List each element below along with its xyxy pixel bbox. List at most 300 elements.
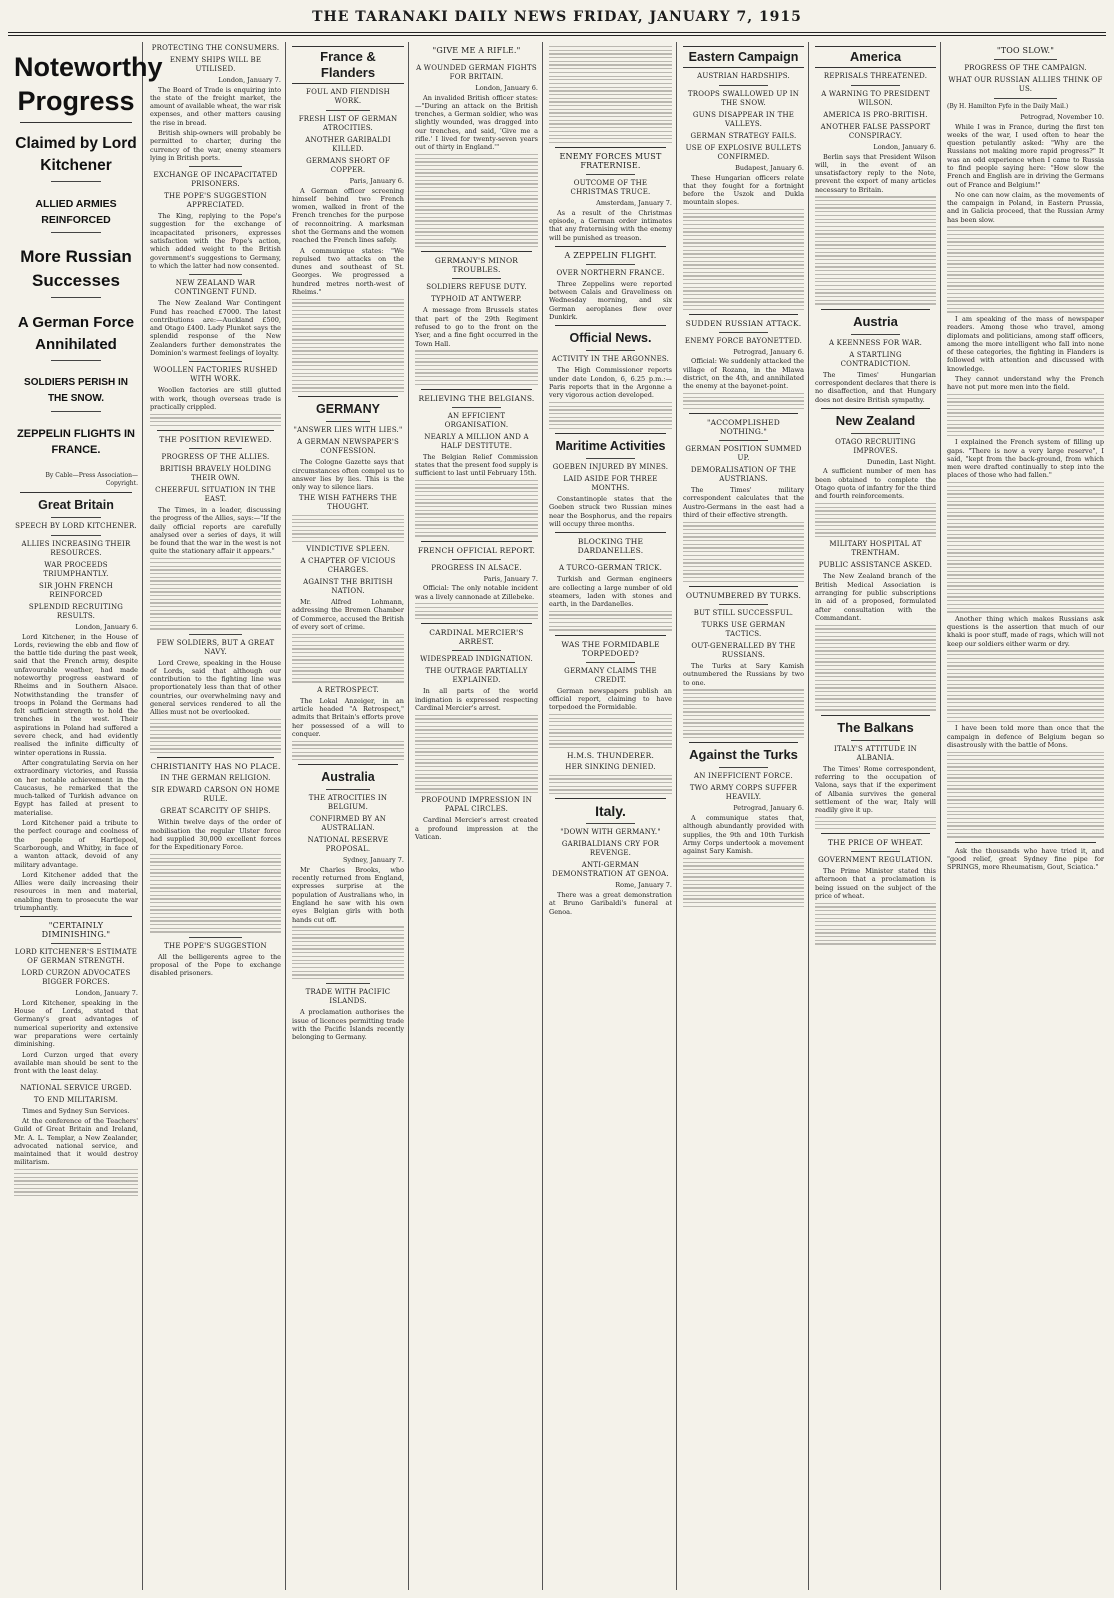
subheading: H.M.S. THUNDERER.	[566, 751, 655, 761]
divider	[189, 448, 241, 449]
section-heading: The Balkans	[837, 719, 914, 735]
subheading: REPRISALS THREATENED.	[823, 72, 928, 80]
subheading: NATIONAL RESERVE PROPOSAL.	[307, 836, 389, 854]
headline: Claimed by Lord Kitchener	[15, 135, 137, 174]
subheading: CHRISTIANITY HAS NO PLACE.	[150, 762, 281, 772]
subheading: A STARTLING CONTRADICTION.	[840, 350, 911, 368]
body-text-lines	[150, 854, 281, 933]
body-text-lines	[292, 634, 404, 683]
divider	[555, 325, 666, 326]
subheading: ENEMY FORCES MUST FRATERNISE.	[559, 152, 662, 171]
divider	[994, 98, 1057, 99]
dateline: Sydney, January 7.	[342, 856, 404, 865]
subheading: AN INEFFICIENT FORCE.	[694, 772, 793, 781]
subheading: NEW ZEALAND WAR CONTINGENT FUND.	[174, 279, 257, 297]
article-paragraph: There was a great demonstration at Bruno Garibaldi's funeral at Genoa.	[549, 890, 672, 916]
body-text-lines	[815, 196, 936, 304]
article-paragraph: As a result of the Christmas episode, a German order intimates that any fraternising with the enemy will be punished as treason.	[549, 208, 672, 242]
article-paragraph: Woollen factories are still glutted with work, though overseas trade is practically crippled.	[150, 386, 281, 411]
subheading: OTAGO RECRUITING IMPROVES.	[835, 437, 916, 455]
divider	[20, 492, 132, 493]
divider	[421, 623, 532, 624]
subheading: ENEMY FORCE BAYONETTED.	[684, 336, 803, 345]
divider	[719, 85, 767, 86]
article-paragraph: After congratulating Servia on her extraordinary victories, and Russia on her notable achievement in the Caucasus, he remarked that the much-talked of Turkish advance on Egypt has failed at present to materialise.	[14, 758, 138, 817]
divider	[326, 421, 371, 422]
divider	[51, 232, 101, 233]
subheading: SIR JOHN FRENCH REINFORCED	[39, 582, 113, 599]
divider	[955, 842, 1096, 843]
column-8	[943, 42, 1108, 1590]
article-paragraph: I have been told more than once that the campaign in defence of Belgium began so disastrously with the battle of Mons.	[947, 724, 1104, 749]
subheading: MILITARY HOSPITAL AT TRENTHAM.	[829, 540, 922, 558]
column-rule	[285, 42, 286, 1590]
article-paragraph: Turkish and German engineers are collecting a large number of old steamers, laden with stones and earth, in the Dardanelles.	[549, 575, 672, 609]
divider	[586, 174, 635, 175]
divider	[189, 937, 241, 938]
article-paragraph: The King, replying to the Pope's suggestion for the exchange of incapacitated prisoners, expresses satisfaction with the Pope's action, which added weight to the British government's suggestions to Germany, to which the latter had now consented.	[150, 212, 281, 270]
article-paragraph: Official: We suddenly attacked the village of Rozana, in the Mlawa district, on the 4th, and annihilated the enemy at the bayonet-point.	[683, 357, 804, 391]
article-paragraph: Three Zeppelins were reported between Calais and Graveliness on Wednesday morning, and six German aeroplanes flew over Dunkirk.	[549, 279, 672, 322]
divider	[719, 332, 767, 333]
divider	[555, 147, 666, 148]
subheading: TWO ARMY CORPS SUFFER HEAVILY.	[689, 784, 798, 802]
divider	[586, 823, 635, 824]
dateline: Budapest, January 6.	[735, 164, 804, 172]
divider	[689, 413, 798, 414]
column-rule	[808, 42, 809, 1590]
subheading: SUDDEN RUSSIAN ATTACK.	[685, 318, 802, 328]
subheading: "GIVE ME A RIFLE."	[432, 46, 521, 55]
body-text-lines	[947, 394, 1104, 436]
article-paragraph: The New Zealand War Contingent Fund has reached £7000. The latest contributions are:—Auckland £500, and Otago £400. Lady Plunket says the splendid response of the New Zealanders further demonstrates the Dominion's warmest feelings of loyalty.	[150, 299, 281, 358]
divider	[689, 742, 798, 743]
subheading: GUNS DISAPPEAR IN THE VALLEYS.	[692, 111, 795, 128]
body-text-lines	[415, 480, 538, 537]
body-text-lines	[815, 503, 936, 537]
divider	[157, 430, 275, 431]
body-text-lines	[683, 858, 804, 907]
divider	[851, 85, 899, 86]
subheading: VINDICTIVE SPLEEN.	[306, 544, 390, 553]
subheading: ITALY'S ATTITUDE IN ALBANIA.	[834, 744, 917, 762]
subheading: "ANSWER LIES WITH LIES."	[293, 426, 403, 435]
article-paragraph: German newspapers publish an official report, claiming to have torpedoed the Formidable.	[549, 686, 672, 712]
divider	[821, 833, 930, 834]
subheading: USE OF EXPLOSIVE BULLETS CONFIRMED.	[685, 144, 802, 161]
masthead: THE TARANAKI DAILY NEWS FRIDAY, JANUARY 7, 1915	[312, 9, 802, 25]
article-paragraph: Lord Curzon urged that every available man should be sent to the front with the least delay.	[14, 1050, 138, 1076]
subheading: GARIBALDIANS CRY FOR REVENGE.	[561, 840, 660, 858]
dateline: London, January 7.	[218, 76, 281, 84]
column-1	[10, 42, 163, 1590]
divider	[586, 662, 635, 663]
divider	[452, 559, 501, 560]
divider	[851, 334, 899, 335]
divider	[851, 740, 899, 741]
subheading: GREAT SCARCITY OF SHIPS.	[160, 807, 271, 816]
subheading: WAS THE FORMIDABLE TORPEDOED?	[561, 639, 660, 658]
article-paragraph: Official: The only notable incident was a lively cannonade at Zillebeke.	[415, 584, 538, 601]
subheading: GERMAN STRATEGY FAILS.	[690, 132, 797, 140]
article-paragraph: A message from Brussels states that part of the 29th Regiment refused to go to the front on the Yser, and a fine fight occurred in the Town Hall.	[415, 306, 538, 348]
section-heading: Official News.	[569, 331, 652, 346]
body-text-lines	[549, 46, 672, 143]
subheading: PROGRESS IN ALSACE.	[431, 563, 522, 572]
divider	[20, 916, 132, 917]
divider	[821, 309, 930, 310]
subheading: BLOCKING THE DARDANELLES.	[577, 537, 644, 556]
article-paragraph: I am speaking of the mass of newspaper readers. Among those who travel, among diplomats and politicians, among staff officers, among the more intelligent who fall into none of these categories, the fighting in Flanders is followed with attention and discussed with knowledge.	[947, 314, 1104, 373]
subheading: WIDESPREAD INDIGNATION.	[420, 655, 533, 664]
body-text-lines	[150, 414, 281, 426]
subheading: A WOUNDED GERMAN FIGHTS FOR BRITAIN.	[416, 64, 537, 81]
article-paragraph: Mr Charles Brooks, who recently returned from England, expresses surprise at the population of Australians who, in England he saw with his own eyes Belgian girls with both hands cut off.	[292, 865, 404, 924]
article-paragraph: Another thing which makes Russians ask questions is the assertion that much of our khaki is poor stuff, made of rags, which will not keep our soldiers either warm or dry.	[947, 614, 1104, 648]
subheading: BUT STILL SUCCESSFUL.	[693, 608, 794, 617]
column-rule	[408, 42, 409, 1590]
divider	[189, 274, 241, 275]
divider	[51, 517, 101, 518]
body-text-lines	[415, 603, 538, 619]
dateline: London, January 6.	[75, 623, 138, 631]
dateline: London, January 6.	[475, 84, 538, 92]
dateline: Petrograd, January 6.	[733, 347, 804, 356]
divider	[555, 433, 666, 434]
subheading: ANOTHER FALSE PASSPORT CONSPIRACY.	[820, 123, 931, 140]
advertisement-text: Ask the thousands who have tried it, and "good relief, great Sydney fine pipe for SPRINGS, more Rheumatism, Gout, Sciatica."	[947, 846, 1104, 872]
section-heading: Against the Turks	[689, 747, 798, 763]
article-paragraph: The Times' Rome correspondent, referring to the occupation of Valona, says that if the experiment of Albania survives the general settlement of the war, Italy will readily give it up.	[815, 764, 936, 815]
divider	[326, 983, 371, 984]
column-3	[288, 42, 408, 1590]
divider	[452, 407, 501, 408]
headline: More Russian Successes	[20, 247, 132, 290]
divider	[51, 181, 101, 182]
divider	[452, 59, 501, 60]
subheading: THE OUTRAGE PARTIALLY EXPLAINED.	[425, 667, 528, 685]
body-text-lines	[415, 154, 538, 247]
article-paragraph: The Times' Hungarian correspondent declares that there is no disaffection, and that Hungary does not desire British sympathy.	[815, 370, 936, 404]
dateline: Amsterdam, January 7.	[596, 199, 672, 208]
divider	[586, 458, 635, 459]
article-paragraph: The Times' military correspondent calculates that the Austro-Germans in the east had a third of their effective strength.	[683, 486, 804, 519]
subheading: THE PRICE OF WHEAT.	[827, 838, 924, 848]
section-heading: Australia	[321, 770, 375, 785]
article-paragraph: The New Zealand branch of the British Medical Association is arranging for public subscriptions in aid of a proposed, formulated after consultation with the Commandant.	[815, 572, 936, 622]
article-paragraph: The Prime Minister stated this afternoon that a proclamation is being issued on the subject of the price of wheat.	[815, 867, 936, 901]
section-heading: Maritime Activities	[555, 439, 666, 454]
body-text-lines	[14, 1169, 138, 1196]
subheading: A CHAPTER OF VICIOUS CHARGES.	[300, 556, 396, 574]
body-text-lines	[683, 522, 804, 582]
body-text-lines	[292, 926, 404, 979]
subheading: EXCHANGE OF INCAPACITATED PRISONERS.	[153, 171, 278, 189]
subheading: ALLIES INCREASING THEIR RESOURCES.	[21, 540, 131, 557]
byline: (By H. Hamilton Fyfe in the Daily Mail.)	[947, 103, 1069, 110]
article-paragraph: Constantinople states that the Goeben struck two Russian mines near the Bosphorus, and the repairs will occupy three months.	[549, 495, 672, 528]
body-text-lines	[549, 402, 672, 429]
subheading: THE WISH FATHERS THE THOUGHT.	[298, 494, 398, 512]
divider	[421, 389, 532, 390]
divider	[189, 361, 241, 362]
divider	[821, 715, 930, 716]
headline: ALLIED ARMIES REINFORCED	[35, 198, 117, 226]
article-paragraph: These Hungarian officers relate that they fought for a fortnight before the Uszok and Dukla mountain slopes.	[683, 173, 804, 207]
subheading: A RETROSPECT.	[317, 685, 379, 694]
article-paragraph: Lord Kitchener added that the Allies were daily increasing their resources in men and material, enabling them to prosecute the war triumphantly.	[14, 870, 138, 912]
article-paragraph: Within twelve days of the order of mobilisation the regular Ulster force had supplied 30,000 excellent forces for the Expeditionary Force.	[150, 818, 281, 852]
subheading: A TURCO-GERMAN TRICK.	[558, 564, 663, 573]
column-rule	[940, 42, 941, 1590]
subheading: SIR EDWARD CARSON ON HOME RULE.	[151, 786, 280, 804]
section-heading: New Zealand	[835, 412, 916, 428]
section-heading: America	[815, 46, 936, 68]
subheading: FRESH LIST OF GERMAN ATROCITIES.	[298, 115, 398, 132]
article-paragraph: All the belligerents agree to the proposal of the Pope to exchange disabled prisoners.	[150, 952, 281, 978]
body-text-lines	[549, 714, 672, 748]
body-text-lines	[150, 719, 281, 753]
subheading: HER SINKING DENIED.	[565, 763, 656, 772]
divider	[821, 408, 930, 409]
service-credit: Times and Sydney Sun Services.	[22, 1107, 130, 1116]
column-4	[411, 42, 542, 1590]
body-text-lines	[549, 775, 672, 795]
divider	[298, 396, 399, 397]
article-paragraph: Lord Kitchener, in the House of Lords, reviewing the ebb and flow of the battle tide during the past week, said that the French army, despite unfavourable weather, had made noteworthy progress eastward of Rheims and in Southern Alsace. Notwithstanding the transfer of troops in Poland the Germans had felt sufficient strength to hold the trenches in the west. Their aspirations in Poland had suffered a severe check, and had evidently realised the infinite difficulty of winter operations in Russia.	[14, 632, 138, 757]
column-rule	[142, 42, 143, 1590]
body-text-lines	[947, 482, 1104, 612]
subheading: CHEERFUL SITUATION IN THE EAST.	[155, 485, 276, 503]
section-heading: Austria	[853, 313, 898, 329]
body-text-lines	[292, 299, 404, 392]
subheading: TROOPS SWALLOWED UP IN THE SNOW.	[687, 90, 800, 107]
divider	[20, 122, 132, 123]
dateline: Petrograd, January 6.	[733, 804, 804, 813]
divider	[51, 1079, 101, 1080]
subheading: A KEENNESS FOR WAR.	[828, 338, 923, 347]
article-paragraph: I explained the French system of filling up gaps. "There is now a very large reserve", I said, "kept from the back-ground, from which men were drafted continually to step into the places of those who had fallen."	[947, 438, 1104, 480]
divider	[586, 264, 635, 265]
divider	[689, 586, 798, 587]
subheading: TRADE WITH PACIFIC ISLANDS.	[305, 988, 391, 1006]
subheading: "TOO SLOW."	[996, 46, 1055, 55]
subheading: THE POPE'S SUGGESTION APPRECIATED.	[164, 192, 267, 210]
dateline: Paris, January 6.	[349, 177, 404, 185]
column-7	[811, 42, 940, 1590]
subheading: SPEECH BY LORD KITCHENER.	[15, 522, 137, 530]
divider	[51, 297, 101, 298]
body-text-lines	[683, 209, 804, 310]
subheading: FRENCH OFFICIAL REPORT.	[417, 545, 536, 555]
subheading: FEW SOLDIERS, BUT A GREAT NAVY.	[156, 638, 275, 656]
divider	[452, 278, 501, 279]
subheading: ENEMY SHIPS WILL BE UTILISED.	[169, 56, 262, 73]
divider	[555, 246, 666, 247]
divider	[689, 314, 798, 315]
headline: A German Force Annihilated	[17, 314, 135, 353]
section-heading: Italy.	[595, 803, 626, 820]
divider	[452, 650, 501, 651]
divider	[189, 166, 241, 167]
article-paragraph: Lord Crewe, speaking in the House of Lords, said that although our contribution to the fighting line was proportionately less than that of other countries, our overwhelming navy and general services rendered to all the Allies must not be overlooked.	[150, 658, 281, 717]
divider	[555, 532, 666, 533]
body-text-lines	[292, 741, 404, 761]
column-rule	[676, 42, 677, 1590]
subheading: LORD KITCHENER'S ESTIMATE OF GERMAN STRENGTH.	[14, 948, 138, 966]
subheading: CARDINAL MERCIER'S ARREST.	[429, 628, 524, 647]
article-paragraph: A sufficient number of men has been obtained to complete the Otago quota of infantry for the third and fourth reinforcements.	[815, 467, 936, 501]
subheading: OUTNUMBERED BY TURKS.	[685, 590, 802, 600]
headline: SOLDIERS PERISH IN THE SNOW.	[24, 377, 128, 404]
article-paragraph: The Times, in a leader, discussing the progress of the Allies, says:—"If the daily official reports are carefully analysed over a series of days, it will be found that the war in the west is not quite the stationary affair it appears."	[150, 505, 281, 556]
subheading: OUT-GENERALLED BY THE RUSSIANS.	[691, 641, 796, 659]
article-paragraph: Lord Kitchener paid a tribute to the perfect courage and coolness of the people of Hartlepool, Scarborough, and Whitby, in face of a wanton attack, devoid of any military advantage.	[14, 819, 138, 869]
divider	[851, 851, 899, 852]
body-text-lines	[815, 903, 936, 945]
subheading: WOOLLEN FACTORIES RUSHED WITH WORK.	[153, 366, 278, 384]
divider	[586, 350, 635, 351]
subheading: RELIEVING THE BELGIANS.	[418, 393, 535, 403]
article-paragraph: An invalided British officer states:—"During an attack on the British trenches, a German soldier, who was slightly wounded, was dragged into our trenches, and said, 'Give me a rifle.' I lived for twenty-seven years out of thirty in England.'"	[415, 93, 538, 152]
subheading: PROFOUND IMPRESSION IN PAPAL CIRCLES.	[421, 796, 532, 814]
subheading: AUSTRIAN HARDSHIPS.	[697, 72, 790, 80]
subheading: PROTECTING THE CONSUMERS.	[151, 44, 280, 52]
subheading: A WARNING TO PRESIDENT WILSON.	[821, 90, 930, 107]
subheading: TYPHOID AT ANTWERP.	[431, 295, 522, 304]
article-paragraph: British ship-owners will probably be permitted to charter, during the currency of the war, enemy steamers lying in British ports.	[150, 128, 281, 162]
masthead-rule	[8, 32, 1106, 36]
subheading: ANOTHER GARIBALDI KILLED.	[305, 136, 391, 153]
article-paragraph: The Cologne Gazette says that circumstances often compel us to answer lies by lies. This is the only way to silence liars.	[292, 458, 404, 492]
column-2	[146, 42, 285, 1590]
subheading: IN THE GERMAN RELIGION.	[160, 774, 271, 783]
divider	[555, 798, 666, 799]
article-paragraph: Mr. Alfred Lohmann, addressing the Bremen Chamber of Commerce, accused the British of every sort of crime.	[292, 597, 404, 631]
body-text-lines	[815, 625, 936, 711]
article-paragraph: No one can now claim, as the movements of the campaign in Poland, in Eastern Prussia, and in Galicia proceed, that the Russian Army has been slow.	[947, 190, 1104, 224]
subheading: GERMANY'S MINOR TROUBLES.	[434, 256, 519, 275]
body-text-lines	[815, 817, 936, 829]
subheading: "DOWN WITH GERMANY."	[560, 828, 661, 837]
article-paragraph: A communique states that, although abundantly provided with supplies, the 9th and 10th Turkish Army Corps undertook a movement against Sary Kamish.	[683, 813, 804, 856]
divider	[994, 59, 1057, 60]
divider	[555, 635, 666, 636]
subheading: THE ATROCITIES IN BELGIUM.	[308, 794, 388, 812]
subheading: ANTI-GERMAN DEMONSTRATION AT GENOA.	[552, 861, 669, 879]
subheading: FOUL AND FIENDISH WORK.	[306, 88, 390, 105]
divider	[719, 440, 767, 441]
subheading: SOLDIERS REFUSE DUTY.	[426, 283, 527, 292]
article-paragraph: Berlin says that President Wilson will, in the event of an unsatisfactory reply to the Note, prevent the export of many articles necessary to Britain.	[815, 152, 936, 194]
subheading: ACTIVITY IN THE ARGONNES.	[551, 355, 670, 364]
subheading: SPLENDID RECRUITING RESULTS.	[28, 603, 124, 620]
subheading: PROGRESS OF THE ALLIES.	[161, 452, 270, 461]
article-paragraph: A proclamation authorises the issue of licences permitting trade with the Pacific Islands recently belonging to Germany.	[292, 1008, 404, 1042]
subheading: A GERMAN NEWSPAPER'S CONFESSION.	[297, 438, 399, 456]
subheading: NEARLY A MILLION AND A HALF DESTITUTE.	[424, 432, 529, 450]
article-paragraph: A German officer screening himself behind two French women, walked in front of the French trenches for the purpose of reconnoitring. A marksman shot the Germans and the women reached the French lines safely.	[292, 186, 404, 245]
divider	[51, 535, 101, 536]
subheading: GERMAN POSITION SUMMED UP.	[685, 445, 802, 463]
subheading: THE POSITION REVIEWED.	[159, 434, 272, 444]
article-paragraph: The Turks at Sary Kamish outnumbered the Russians by two to one.	[683, 661, 804, 687]
divider	[719, 604, 767, 605]
divider	[51, 411, 101, 412]
dateline: Rome, January 7.	[615, 881, 672, 890]
subheading: CONFIRMED BY AN AUSTRALIAN.	[309, 815, 387, 833]
subheading: PROGRESS OF THE CAMPAIGN.	[964, 64, 1087, 72]
main-headline: Noteworthy Progress	[14, 52, 163, 116]
divider	[851, 433, 899, 434]
body-text-lines	[150, 558, 281, 629]
credit-line: By Cable—Press Association—Copyright.	[45, 472, 138, 487]
subheading: OVER NORTHERN FRANCE.	[556, 268, 665, 277]
subheading: PUBLIC ASSISTANCE ASKED.	[818, 561, 933, 570]
subheading: A ZEPPELIN FLIGHT.	[564, 250, 657, 260]
subheading: AGAINST THE BRITISH NATION.	[303, 577, 393, 595]
article-paragraph: The High Commissioner reports under date London, 6, 6.25 p.m.:—Paris reports that in the Argonne a very vigorous action developed.	[549, 366, 672, 400]
subheading: LAID ASIDE FOR THREE MONTHS.	[563, 475, 658, 493]
subheading: GOVERNMENT REGULATION.	[818, 856, 933, 865]
dateline: Paris, January 7.	[483, 574, 538, 583]
dateline: London, January 6.	[873, 143, 936, 151]
section-heading: Great Britain	[38, 498, 114, 512]
subheading: TURKS USE GERMAN TACTICS.	[701, 620, 786, 638]
column-rule	[542, 42, 543, 1590]
article-paragraph: At the conference of the Teachers' Guild of Great Britain and Ireland, Mr. A. L. Templar, a New Zealander, advocated national service, and maintained that it would destroy militarism.	[14, 1116, 138, 1167]
headline: ZEPPELIN FLIGHTS IN FRANCE.	[17, 428, 135, 456]
subheading: AMERICA IS PRO-BRITISH.	[823, 111, 928, 119]
subheading: OUTCOME OF THE CHRISTMAS TRUCE.	[570, 179, 651, 197]
article-paragraph: The Belgian Relief Commission states that the present food supply is sufficient to last until February 15th.	[415, 452, 538, 478]
divider	[189, 634, 241, 635]
body-text-lines	[947, 226, 1104, 312]
article-paragraph: They cannot understand why the French have not put more men into the field.	[947, 375, 1104, 392]
divider	[326, 789, 371, 790]
divider	[51, 943, 101, 944]
subheading: LORD CURZON ADVOCATES BIGGER FORCES.	[21, 969, 131, 987]
subheading: "ACCOMPLISHED NOTHING."	[707, 418, 780, 437]
body-text-lines	[292, 515, 404, 542]
subheading: THE POPE'S SUGGESTION	[164, 941, 267, 950]
subheading: BRITISH BRAVELY HOLDING THEIR OWN.	[159, 464, 272, 482]
dateline: London, January 7.	[75, 989, 138, 998]
body-text-lines	[415, 715, 538, 794]
subheading: WHAT OUR RUSSIAN ALLIES THINK OF US.	[948, 76, 1103, 93]
divider	[157, 757, 275, 758]
subheading: DEMORALISATION OF THE AUSTRIANS.	[690, 466, 797, 484]
subheading: GERMANY CLAIMS THE CREDIT.	[564, 666, 657, 684]
subheading: TO END MILITARISM.	[33, 1096, 119, 1105]
divider	[51, 360, 101, 361]
divider	[326, 110, 371, 111]
body-text-lines	[683, 689, 804, 738]
section-heading: France & Flanders	[292, 46, 404, 84]
divider	[719, 767, 767, 768]
subheading: "CERTAINLY DIMINISHING."	[41, 921, 111, 940]
article-paragraph: A communique states: "We repulsed two attacks on the dunes and southeast of St. Georges. We progressed a hundred metres north-west of Rheims."	[292, 246, 404, 297]
body-text-lines	[947, 650, 1104, 721]
divider	[421, 541, 532, 542]
subheading: NATIONAL SERVICE URGED.	[20, 1084, 132, 1093]
divider	[421, 251, 532, 252]
article-paragraph: While I was in France, during the first ten weeks of the war, I used often to hear the question petulantly asked: "Why are the Russians not making more rapid progress?" It was an odd experience when I came to Russia to find people saying here: "How slow the French and English are in driving the Germans out of France and Belgium!"	[947, 122, 1104, 189]
column-6	[679, 42, 808, 1590]
divider	[298, 764, 399, 765]
body-text-lines	[947, 752, 1104, 838]
section-heading: GERMANY	[316, 402, 380, 417]
